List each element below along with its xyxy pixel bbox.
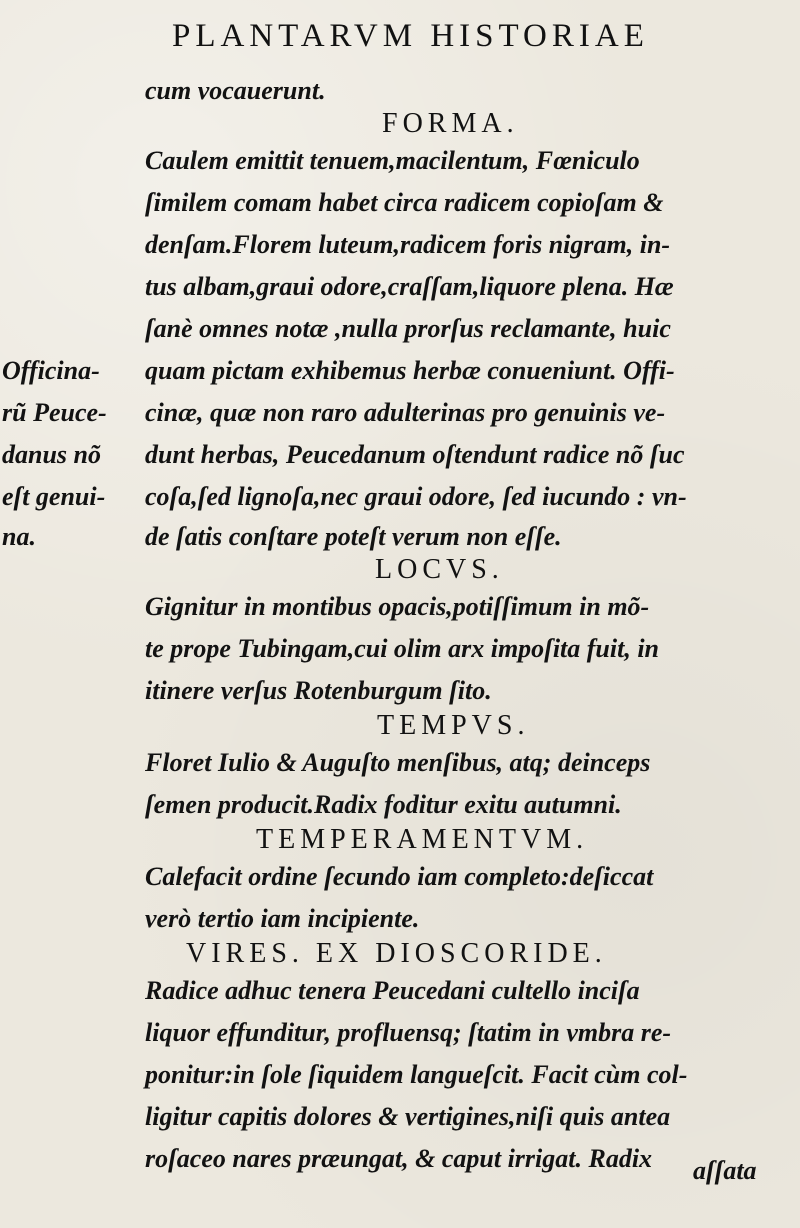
section-heading-tempus: TEMPVS. (377, 710, 530, 741)
text-line: Floret Iulio & Auguſto menſibus, atq; deinceps (145, 748, 651, 777)
text-line: ligitur capitis dolores & vertigines,niſi quis antea (145, 1102, 671, 1131)
section-heading-temperamentum: TEMPERAMENTVM. (256, 824, 589, 855)
text-line: te prope Tubingam,cui olim arx impoſita fuit, in (145, 634, 660, 663)
text-line: liquor effunditur, profluensq; ſtatim in vmbra re- (145, 1018, 672, 1047)
text-line: cum vocauerunt. (145, 76, 326, 105)
text-line: de ſatis conſtare poteſt verum non eſſe. (145, 522, 562, 551)
text-line: ſanè omnes notæ ,nulla prorſus reclamante, huic (145, 314, 671, 343)
text-line: dunt herbas, Peucedanum oſtendunt radice nõ ſuc (145, 440, 685, 469)
margin-note-line: rũ Peuce- (2, 398, 107, 427)
running-head: PLANTARVM HISTORIAE (172, 18, 649, 54)
text-line: verò tertio iam incipiente. (145, 904, 420, 933)
text-line: roſaceo nares præungat, & caput irrigat. Radix (145, 1144, 653, 1173)
text-line: cinæ, quæ non raro adulterinas pro genuinis ve- (145, 398, 666, 427)
text-line: Caulem emittit tenuem,macilentum, Fœniculo (145, 146, 640, 175)
text-line: ſimilem comam habet circa radicem copioſam & (145, 188, 664, 217)
text-line: tus albam,graui odore,craſſam,liquore plena. Hæ (145, 272, 674, 301)
text-line: ponitur:in ſole ſiquidem langueſcit. Facit cùm col- (145, 1060, 688, 1089)
margin-note-line: na. (2, 522, 36, 551)
text-line: coſa,ſed lignoſa,nec graui odore, ſed iucundo : vn- (145, 482, 687, 511)
text-line: denſam.Florem luteum,radicem foris nigram, in- (145, 230, 671, 259)
section-heading-forma: FORMA. (382, 108, 519, 139)
margin-note-line: eſt genui- (2, 482, 106, 511)
text-line: itinere verſus Rotenburgum ſito. (145, 676, 492, 705)
section-heading-locus: LOCVS. (375, 554, 504, 585)
text-line: ſemen producit.Radix foditur exitu autumni. (145, 790, 622, 819)
text-line: Gignitur in montibus opacis,potiſſimum in mõ- (145, 592, 650, 621)
text-line: quam pictam exhibemus herbæ conueniunt. Offi- (145, 356, 675, 385)
catchword: aſſata (693, 1156, 757, 1185)
text-line: Radice adhuc tenera Peucedani cultello inciſa (145, 976, 640, 1005)
margin-note-line: danus nõ (2, 440, 101, 469)
margin-note-line: Officina- (2, 356, 100, 385)
section-heading-vires: VIRES. EX DIOSCORIDE. (186, 938, 607, 969)
text-line: Calefacit ordine ſecundo iam completo:deſiccat (145, 862, 654, 891)
